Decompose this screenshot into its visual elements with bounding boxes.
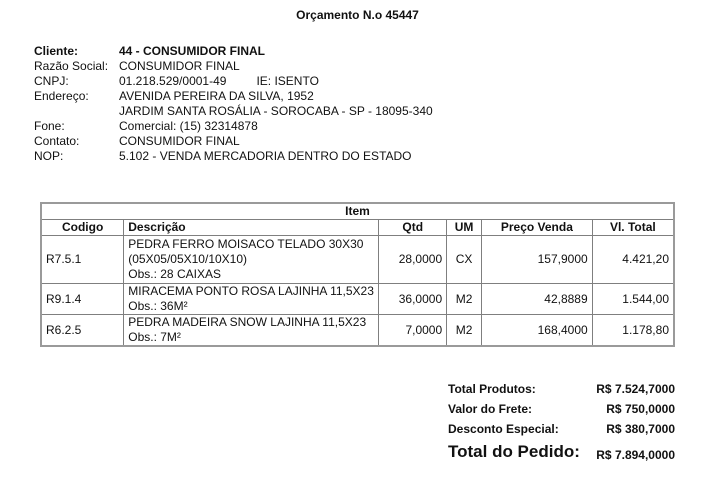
cell-preco: 42,8889 [482, 284, 593, 315]
cnpj-cell [119, 74, 433, 89]
table-row [41, 315, 674, 347]
desc-obs: Obs.: 7M² [128, 330, 181, 344]
cell-total: 1.178,80 [592, 315, 674, 347]
total-pedido-label: Total do Pedido: [448, 442, 580, 461]
nop-label: NOP: [34, 149, 64, 163]
items-table [40, 202, 675, 347]
desconto-value: R$ 380,7000 [606, 422, 675, 436]
razao-label: Razão Social: [34, 59, 109, 73]
contato-value: CONSUMIDOR FINAL [119, 134, 240, 148]
fone-row [34, 119, 433, 134]
total-produtos-label: Total Produtos: [448, 382, 536, 396]
desc-obs: Obs.: 28 CAIXAS [128, 267, 221, 281]
cell-total: 1.544,00 [592, 284, 674, 315]
desconto-row [448, 416, 675, 436]
valor-frete-value: R$ 750,0000 [606, 402, 675, 416]
razao-value: CONSUMIDOR FINAL [119, 59, 240, 73]
client-info [34, 44, 433, 164]
header-descricao: Descrição [124, 220, 379, 236]
endereco-line2: JARDIM SANTA ROSÁLIA - SOROCABA - SP - 18095-340 [119, 104, 433, 118]
cell-preco: 168,4000 [482, 315, 593, 347]
fone-value: Comercial: (15) 32314878 [119, 119, 258, 133]
cell-codigo: R6.2.5 [41, 315, 124, 347]
cell-um: CX [447, 236, 482, 284]
header-codigo: Codigo [41, 220, 124, 236]
endereco-line1: AVENIDA PEREIRA DA SILVA, 1952 [119, 89, 314, 103]
cell-codigo: R7.5.1 [41, 236, 124, 284]
desc-obs: Obs.: 36M² [128, 299, 188, 313]
total-produtos-row [448, 376, 675, 396]
endereco-label: Endereço: [34, 89, 89, 103]
contato-label: Contato: [34, 134, 80, 148]
client-row [34, 44, 433, 59]
cell-codigo: R9.1.4 [41, 284, 124, 315]
nop-row [34, 149, 433, 164]
page-title: Orçamento N.o 45447 [296, 8, 419, 22]
contato-row [34, 134, 433, 149]
cnpj-value: 01.218.529/0001-49 [119, 74, 227, 88]
desc-line: MIRACEMA PONTO ROSA LAJINHA 11,5X23 [128, 284, 374, 298]
total-pedido-row [448, 436, 675, 462]
cell-total: 4.421,20 [592, 236, 674, 284]
desc-line: PEDRA MADEIRA SNOW LAJINHA 11,5X23 [128, 315, 367, 329]
endereco-row-2 [34, 104, 433, 119]
cliente-value: 44 - CONSUMIDOR FINAL [119, 44, 266, 58]
cliente-label: Cliente: [34, 44, 79, 58]
ie-label: IE: [256, 74, 272, 88]
valor-frete-row [448, 396, 675, 416]
cell-um: M2 [447, 315, 482, 347]
table-header-row [41, 220, 674, 236]
total-produtos-value: R$ 7.524,7000 [596, 382, 675, 396]
cell-descricao [124, 236, 379, 284]
table-caption: Item [41, 203, 674, 220]
razao-row [34, 59, 433, 74]
header-qtd: Qtd [379, 220, 447, 236]
cell-qtd: 28,0000 [379, 236, 447, 284]
total-pedido-value: R$ 7.894,0000 [596, 448, 675, 462]
cell-um: M2 [447, 284, 482, 315]
cell-descricao [124, 284, 379, 315]
desconto-label: Desconto Especial: [448, 422, 559, 436]
desc-line: (05X05/05X10/10X10) [128, 252, 248, 266]
desc-line: PEDRA FERRO MOISACO TELADO 30X30 [128, 237, 364, 251]
endereco-row [34, 89, 433, 104]
header-preco: Preço Venda [482, 220, 593, 236]
cell-preco: 157,9000 [482, 236, 593, 284]
ie-value: ISENTO [274, 74, 319, 88]
valor-frete-label: Valor do Frete: [448, 402, 533, 416]
cnpj-label: CNPJ: [34, 74, 69, 88]
cnpj-row [34, 74, 433, 89]
nop-value: 5.102 - VENDA MERCADORIA DENTRO DO ESTADO [119, 149, 412, 163]
cell-descricao [124, 315, 379, 347]
table-row [41, 284, 674, 315]
table-row [41, 236, 674, 284]
totals-block [448, 376, 675, 462]
cell-qtd: 7,0000 [379, 315, 447, 347]
header-um: UM [447, 220, 482, 236]
fone-label: Fone: [34, 119, 65, 133]
cell-qtd: 36,0000 [379, 284, 447, 315]
table-caption-row [41, 203, 674, 220]
header-total: Vl. Total [592, 220, 674, 236]
